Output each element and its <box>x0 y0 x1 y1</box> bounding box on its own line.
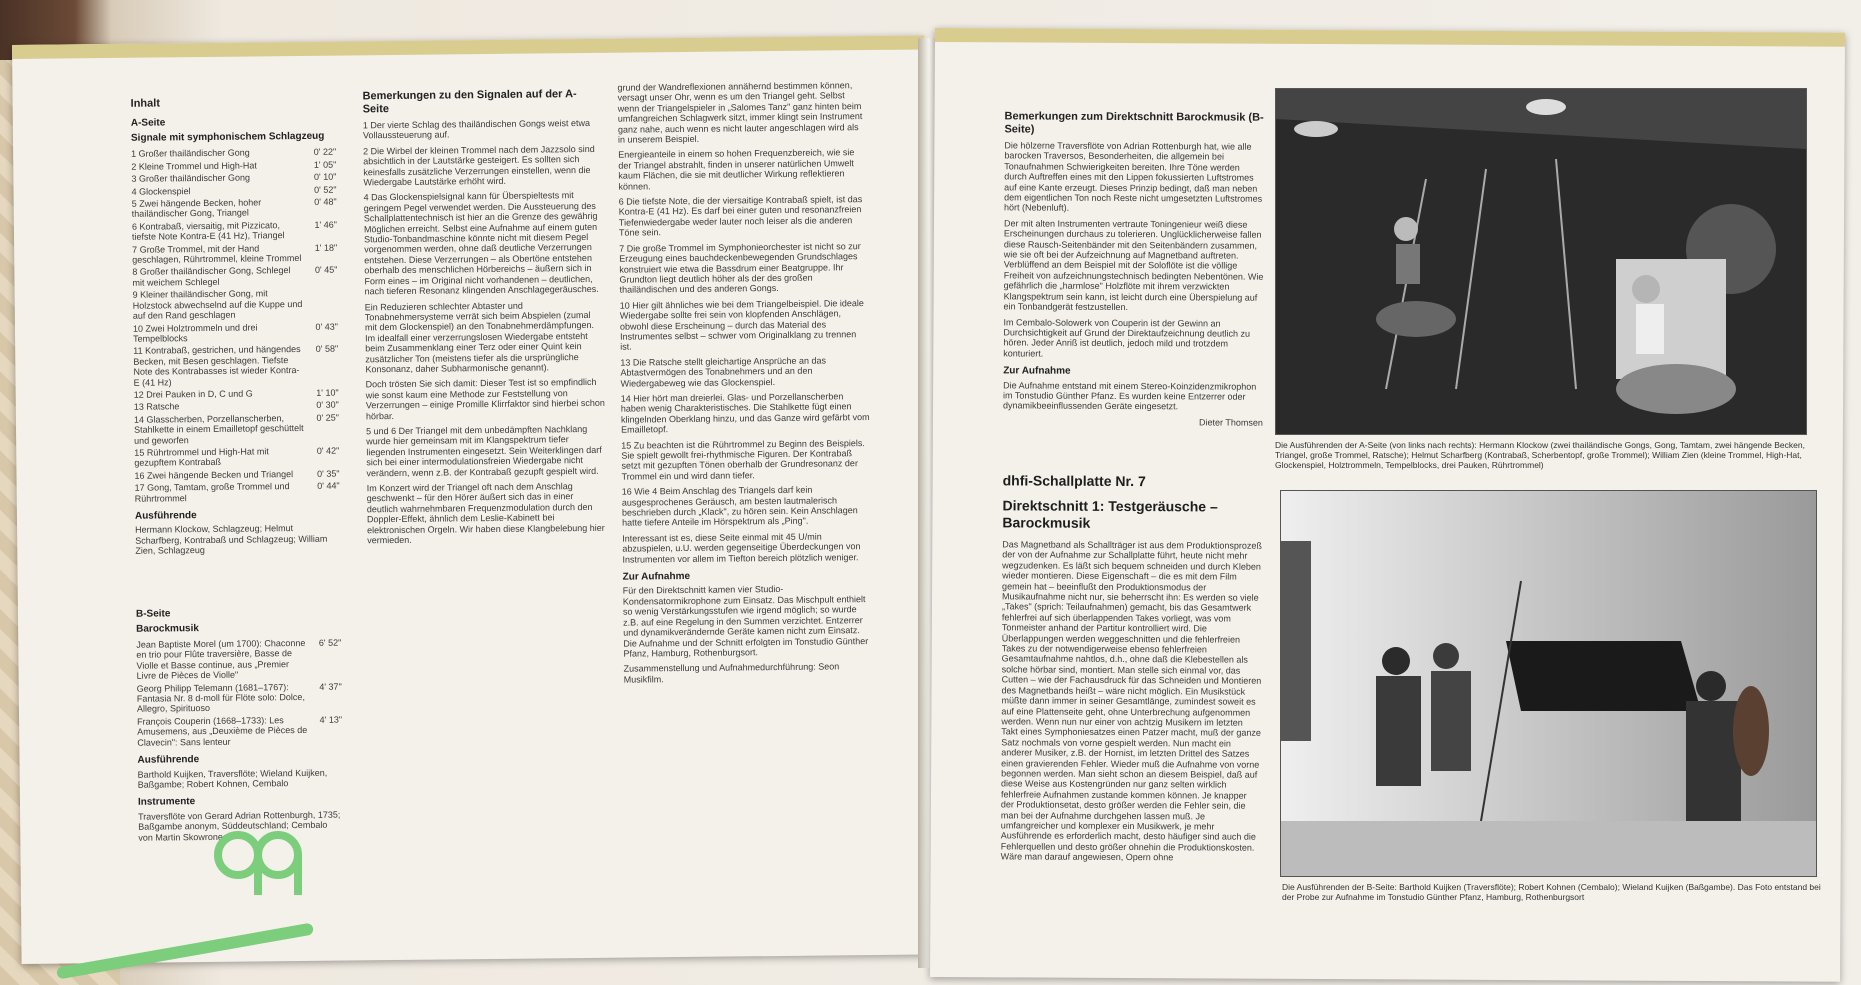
track-row <box>134 446 339 469</box>
paragraph: Der mit alten Instrumenten vertraute Toningenieur weiß diese Erscheinungen durchaus zu tolerieren. Unglücklicherweise fallen diese Rausch-Seitenbänder mit den Seitenbändern zusammen, wie sie oft bei der Aufzeichnung auf Magnetband auftreten. Verblüffend an dem Beispiel mit der Soloflöte ist die völlige Freiheit von aufzeichnungstechnisch bedingten Nebentönen. Wie gefährlich die „harmlose" Holzflöte mit ihrem verzwickten Klangspektrum sein kann, ist leicht durch eine Überspielung auf ein Tonbandgerät festzustellen. <box>1003 218 1264 313</box>
track-title: 11 Kontrabaß, gestrichen, und hängendes Becken, mit Besen geschlagen. Tiefste Note des Kontrabasses ist wieder Kontra-E (41 Hz) <box>133 344 301 388</box>
barock-column <box>1003 110 1265 433</box>
aufnahme-b-text: Die Aufnahme entstand mit einem Stereo-Koinzidenzmikrophon im Tonstudio Günther Pfanz. Es wurden keine Entzerrer oder dynamikbeeinflussenden Geräte eingesetzt. <box>1002 379 1257 412</box>
schallplatte-text: Das Magnetband als Schallträger ist aus dem Produktionsprozeß der von der Aufnahme zur Schallplatte führt, heute nicht mehr wegzudenken. Es läßt sich bequem schneiden und durch Kleben wieder montieren. Diese Eigenschaft – die es mit dem Film gemein hat – beeinflußt den Produktionsmodus der Musikaufnahme nicht nur, sie beherrscht ihn: Es werden so viele „Takes" (sprich: Teilaufnahmen) gemacht, bis das Gesamtwerk fehlerfrei auf sich überlappenden Takes vorliegt, was vom Tonmeister anhand der Partitur kontrolliert wird. Die Überlappungen werden weggeschnitten und die fehlerfreien Takes zu der notwendigerweise ebenso fehlerfreien Gesamtaufnahme nahtlos, d.h., ohne daß die Klebestellen als solche hörbar sind, montiert. Man stelle sich einmal vor, das Cutten – wie der Fachausdruck für das Schneiden und Montieren des Magnetbands heißt – wäre nicht möglich. Ein Musikstück müßte dann immer in seiner Gesamtlänge, zumindest soweit es auf eine Plattenseite geht, ohne Unterbrechung aufgenommen werden. Wenn nun nur einer von achtzig Musikern im letzten Takt eines Symphoniesatzes einen Patzer macht, muß der ganze Satz nochmals von vorne gespielt werden. Nun macht ein anderer Musiker, z.B. der Hornist, im letzten Drittel des Satzes einen gravierenden Fehler. Wieder muß die Aufnahme von vorne begonnen werden. Man sieht schon an diesem Beispiel, daß auf diese Weise aus Kostengründen nur ganz selten wirklich fehlerfreie Aufnahmen zustande kommen können. Je knapper der Produktionsetat, desto größer werden die Fehler sein, die man bei der Aufnahme durchgehen lassen muß. Je umfangreicher und komplexer ein Musikwerk, je mehr Ausführende es erforderlich macht, desto häufiger sind auch die Fehlerquellen und desto größer ohnehin die Produktionskosten. Wäre man darauf angewiesen, Opern ohne <box>1000 539 1262 863</box>
ausfuehrende-a-label: Ausführende <box>134 510 197 522</box>
track-title: 7 Große Trommel, mit der Hand geschlagen, Rührtrommel, kleine Trommel <box>132 243 302 265</box>
photo-a-side-musicians <box>1275 88 1807 435</box>
track-duration: 1' 05" <box>313 159 337 170</box>
track-row <box>133 321 338 344</box>
bemerkungen-column-2 <box>617 80 873 690</box>
aufnahme-a-label: Zur Aufnahme <box>622 570 691 583</box>
track-title: 15 Rührtrommel und High-Hat mit gezupftem Kontrabaß <box>134 446 269 469</box>
paragraph: 7 Die große Trommel im Symphonieorchester ist nicht so zur Erzeugung eines bauchdeckenbewegenden Grundschlages konstruiert wie etwa die Bassdrum einer Beatgruppe. Ihr Grundton liegt deutlich höher als der des großen thailändischen und des anderen Gongs. <box>619 240 861 295</box>
b-track-title: Jean Baptiste Morel (um 1700): Chaconne en trio pour Flûte traversière, Basse de Violle et Basse continue, aus „Premier Livre de Pièces de Violle" <box>136 637 306 681</box>
side-b-title: Barockmusik <box>136 623 199 635</box>
track-duration: 1' 18" <box>314 242 338 253</box>
track-duration: 0' 44" <box>317 480 340 492</box>
track-title: 5 Zwei hängende Becken, hoher thailändischer Gong, Triangel <box>131 197 262 220</box>
b-track-row <box>137 681 342 714</box>
b-track-duration: 4' 13" <box>319 714 343 725</box>
b-track-duration: 4' 37" <box>319 681 342 692</box>
ausfuehrende-a-text: Hermann Klockow, Schlagzeug; Helmut Scharfberg, Kontrabaß und Schlagzeug; William Zien, Schlagzeug <box>135 523 328 556</box>
track-row <box>131 172 336 185</box>
track-duration: 0' 52" <box>314 184 337 195</box>
watermark-swoosh <box>56 923 314 980</box>
paragraph: 5 und 6 Der Triangel mit dem unbedämpften Nachklang wurde hier gemeinsam mit im Klangspektrum tiefer liegenden Instrumenten eingesetzt. Sein Weiterklingen darf sich bei einer intermodulationsfreien Wiedergabe nicht verändern, wenn z.B. der Kontrabaß gezupft gespielt wird. <box>366 423 602 478</box>
track-duration: 0' 22" <box>313 147 337 158</box>
photo-b-side-musicians <box>1280 490 1817 877</box>
track-row <box>134 400 339 413</box>
paragraph: grund der Wandreflexionen annähernd bestimmen können, versagt unser Ohr, wenn es um den Triangel geht. Selbst wenn der Triangelspieler in „Salomes Tanz" ganz hinten beim umfangreichen Schlagwerk sitzt, immer klingt sein Instrument ganz nahe, auch wenn es nicht lauter angeschlagen wird als in unserem Beispiel. <box>617 80 863 145</box>
track-row <box>131 147 336 160</box>
b-track-title: François Couperin (1668–1733): Les Amusemens, aus „Deuxième de Pièces de Clavecin": Sans lenteur <box>137 715 308 748</box>
track-duration: 1' 10" <box>316 387 339 398</box>
track-duration: 0' 43" <box>315 321 339 332</box>
rehearsal-photo-illustration <box>1281 491 1816 876</box>
track-row <box>132 219 337 242</box>
b-track-row <box>137 714 342 747</box>
track-duration: 0' 45" <box>314 265 338 276</box>
paragraph: Energieanteile in einem so hohen Frequenzbereich, wie sie der Triangel abstrahlt, finden in unserer natürlichen Umwelt kaum Flächen, die sie mit deutlicher Wirkung reflektieren können. <box>618 147 855 192</box>
aufnahme-b-label: Zur Aufnahme <box>1003 365 1071 377</box>
track-duration: 0' 10" <box>313 171 337 183</box>
track-row <box>132 242 337 265</box>
track-title: 2 Kleine Trommel und High-Hat <box>131 160 257 172</box>
b-track-duration: 6' 52" <box>318 637 342 648</box>
track-duration: 0' 48" <box>314 196 337 207</box>
track-row <box>133 288 338 321</box>
track-row <box>134 388 339 401</box>
paragraph: Im Konzert wird der Triangel oft nach dem Anschlag geschwenkt – für den Hörer äußert sich das in einer deutlich wahrnehmbaren Frequenzmodulation durch den Doppler-Effekt, ähnlich dem Leslie-Kabinett bei elektronischen Orgeln. Wir haben diese Klangbelebung hier vermieden. <box>366 481 605 546</box>
track-list <box>131 147 340 504</box>
track-title: 16 Zwei hängende Becken und Triangel <box>134 468 294 481</box>
track-row <box>133 344 338 388</box>
credit-text: Zusammenstellung und Aufnahmedurchführung: Seon Musikfilm. <box>623 661 840 685</box>
track-title: 4 Glockenspiel <box>131 185 191 197</box>
paragraph: 4 Das Glockenspielsignal kann für Überspieltests mit geringem Pegel verwendet werden. Die Aussteuerung des Schallplattentechnisch ist hier an die Grenze des gewährig Möglichen erreicht. Selbst eine Aufnahme auf einem guten Studio-Tonbandmaschine könnte nicht mit diesem Pegel vorgenommen werden, ohne daß deutliche Verzerrungen entstehen. Diese Verzerrungen – als Obertöne entstehen oberhalb des menschlichen Hörbereichs – äußern sich in Form eines – im Original nicht vorhandenen – deutlichen, nach tieferen Resonanz klingenden Anschlagegeräusches. <box>363 190 599 297</box>
track-title: 1 Großer thailändischer Gong <box>131 147 250 160</box>
paragraph: Interessant ist es, diese Seite einmal mit 45 U/min abzuspielen, u.U. werden gegenseitige Überdeckungen von Instrumenten vor allem im Tiefton bereich plötzlich weniger. <box>622 531 861 565</box>
barock-paragraphs <box>1003 140 1264 359</box>
track-row <box>134 468 339 481</box>
paragraph: 13 Die Ratsche stellt gleichartige Ansprüche an das Abtastvermögen des Tonabnehmers und an den Wiedergabeweg wie das Glockenspiel. <box>620 355 827 389</box>
track-duration: 0' 35" <box>317 468 340 479</box>
paragraph: 14 Hier hört man dreierlei. Glas- und Porzellanscherben haben wenig Charakteristisches. Die Stahlkette fügt einen klingelnden Oberklang hinzu, und das Ganze wird gefärbt vom Emailletopf. <box>620 391 870 435</box>
photo-a-caption: Die Ausführenden der A-Seite (von links nach rechts): Hermann Klockow (zwei thailändische Gongs, Gong, Tamtam, zwei hängende Becken, Triangel, große Trommel, Ratsche); Helmut Scharfberg (Kontrabaß, Scherbentopf, große Trommel); William Zien (kleine Trommel, High-Hat, Glockenspiel, Holztrommeln, Tempelblocks, drei Pauken, Rührtrommel) <box>1275 440 1805 470</box>
paragraph: Doch trösten Sie sich damit: Dieser Test ist so empfindlich wie sonst kaum eine Methode zur Feststellung von Verzerrungen – einige Promille Klirrfaktor sind hierbei schon hörbar. <box>365 377 605 421</box>
inhalt-column <box>131 96 344 848</box>
paragraph: Ein Reduzieren schlechter Abtaster und Tonabnehmersysteme verrät sich beim Abspielen (zumal mit dem Glockenspiel) an den Tonabnehmerdämpfungen. Im idealfall einer verzerrungslosen Wiedergabe entsteht beim Zusammenklang einer Terz oder einer Quint kein zusätzlicher Ton (meistens tiefer als die ursprüngliche Konsonanz, daher Subharmonische genannt). <box>364 300 595 375</box>
signature: Dieter Thomsen <box>1199 417 1263 428</box>
muzilla-watermark-logo <box>45 815 345 980</box>
studio-photo-illustration <box>1276 89 1806 434</box>
track-row <box>131 159 336 172</box>
ausfuehrende-b-label: Ausführende <box>137 754 200 766</box>
bemerkungen-column-1 <box>362 88 607 551</box>
track-duration <box>310 288 338 320</box>
track-row <box>132 197 337 220</box>
b-track-list <box>136 638 342 748</box>
paragraph: 10 Hier gilt ähnliches wie bei dem Triangelbeispiel. Die ideale Wiedergabe sollte frei sein von klopfenden Anschlägen, obwohl diese Erscheinung – durch das Material des Instrumentes selbst – schwer vom Originalklang zu trennen ist. <box>619 297 864 352</box>
paragraph: Im Cembalo-Solowerk von Couperin ist der Gewinn an Durchsichtigkeit auf Grund der Direktaufzeichnung deutlich zu hören. Jeder Anriß ist deutlich, jedoch mild und trotzdem konturiert. <box>1003 316 1251 359</box>
track-title: 14 Glasscherben, Porzellanscherben, Stahlkette in einem Emailletopf geschüttelt und geworfen <box>133 412 304 446</box>
bemerkungen-title: Bemerkungen zu den Signalen auf der A-Seite <box>362 88 577 116</box>
paragraph: 2 Die Wirbel der kleinen Trommel nach dem Jazzsolo sind absichtlich in der Lautstärke gesteigert. Es sollten sich keinesfalls zusätzliche Verzerrungen einstellen, wenn die Wiedergabe Lautstärke erhöht wird. <box>363 143 595 188</box>
schallplatte-subtitle: Direktschnitt 1: Testgeräusche – Barockmusik <box>1002 497 1218 531</box>
track-title: 13 Ratsche <box>133 401 180 413</box>
schallplatte-title: dhfi-Schallplatte Nr. 7 <box>1002 472 1146 490</box>
track-duration: 0' 42" <box>316 445 340 456</box>
bemerkungen-paragraphs-2 <box>617 80 872 565</box>
side-b-label: B-Seite <box>135 607 171 620</box>
track-title: 3 Großer thailändischer Gong <box>131 172 251 184</box>
barock-title: Bemerkungen zum Direktschnitt Barockmusik (B-Seite) <box>1004 110 1264 136</box>
side-a-title: Signale mit symphonischem Schlagzeug <box>130 131 325 145</box>
track-row <box>131 184 336 197</box>
track-title: 9 Kleiner thailändischer Gong, mit Holzstock abwechselnd auf die Kuppe und auf den Rand geschlagen <box>132 288 303 321</box>
paragraph: 6 Die tiefste Note, die der viersaitige Kontrabaß spielt, ist das Kontra-E (41 Hz). Es darf bei einer guten und resonanzfreien Tiefenwiedergabe weder lauter noch leiser als die anderen Töne sein. <box>618 194 863 238</box>
track-row <box>134 412 339 445</box>
paragraph: 1 Der vierte Schlag des thailändischen Gongs weist etwa Vollaussteuerung auf. <box>362 117 591 141</box>
side-a-label: A-Seite <box>130 117 166 129</box>
track-duration: 0' 25" <box>316 412 339 423</box>
bemerkungen-paragraphs-1 <box>363 118 607 546</box>
track-title: 17 Gong, Tamtam, große Trommel und Rührtrommel <box>134 481 290 504</box>
instrumente-label: Instrumente <box>137 796 196 809</box>
b-track-title: Georg Philipp Telemann (1681–1767): Fantasia Nr. 8 d-moll für Flöte solo: Dolce, Allegro, Spirituoso <box>136 681 305 715</box>
ausfuehrende-b-text: Barthold Kuijken, Traversflöte; Wieland Kuijken, Baßgambe; Robert Kohnen, Cembalo <box>137 767 328 790</box>
paragraph: Die hölzerne Traversflöte von Adrian Rottenburgh hat, wie alle barocken Traversos, Besonderheiten, die allgemein bei Tonaufnahmen Schwierigkeiten bereiten. Ihre Töne werden durch Auftreffen eines mit den Lippen fokussierten Luftstromes auf eine Kante erzeugt. Dieses Prinzip bedingt, daß man neben dem eigentlichen Ton noch Reste nicht umgesetzten Luftstromes hört (Nebenluft). <box>1004 140 1263 214</box>
track-title: 12 Drei Pauken in D, C und G <box>133 388 253 400</box>
track-title: 10 Zwei Holztrommeln und drei Tempelblocks <box>132 321 258 344</box>
track-duration: 0' 58" <box>315 343 339 355</box>
photo-b-caption: Die Ausführenden der B-Seite: Barthold Kuijken (Traversflöte); Robert Kohnen (Cembalo); Wieland Kuijken (Baßgambe). Das Foto entstand bei der Probe zur Aufnahme im Tonstudio Günther Pfanz, Hamburg, Rothenburgsort <box>1282 882 1821 902</box>
track-row <box>132 265 337 288</box>
schallplatte-column <box>1001 472 1263 868</box>
inhalt-title: Inhalt <box>130 97 161 110</box>
track-row <box>135 481 340 504</box>
track-title: 6 Kontrabaß, viersaitig, mit Pizzicato, tiefste Note Kontra-E (41 Hz), Triangel <box>131 220 285 243</box>
instrumente-text: Traversflöte von Gerard Adrian Rottenburgh, 1735; Baßgambe anonym, Süddeutschland; Cembalo von Martin Skowroneck <box>138 809 341 843</box>
b-track-row <box>136 638 341 682</box>
aufnahme-a-text: Für den Direktschnitt kamen vier Studio-Kondensatormikrophone zum Einsatz. Das Mischpult enthielt so wenig Verstärkungsstufen wie irgend möglich; so wurde z.B. auf eine Regelung in den Summen verzichtet. Entzerrer und dynamikverändernde Geräte kamen nicht zum Einsatz. Die Aufnahme und der Schnitt erfolgten im Tonstudio Günther Pfanz, Hamburg, Rothenburgsort. <box>622 584 869 659</box>
music-notes-icon <box>210 825 310 895</box>
track-duration: 1' 46" <box>314 219 337 230</box>
paragraph: 15 Zu beachten ist die Rührtrommel zu Beginn des Beispiels. Sie spielt gewollt frei-rhythmische Figuren. Der Kontrabaß setzt mit gezupften Tönen oberhalb der Grundresonanz der Trommel ein und wird dann tiefer. <box>621 437 865 482</box>
paragraph: 16 Wie 4 Beim Anschlag des Triangels darf kein ausgesprochenes Geräusch, am besten lautmalerisch beschrieben durch „Klack", zu hören sein. Kein Anschlagen hatte tiefere Anteile im Hörspektrum als „Ping". <box>621 484 858 529</box>
track-duration: 0' 30" <box>316 399 339 411</box>
track-title: 8 Großer thailändischer Gong, Schlegel mit weichem Schlegel <box>132 265 291 288</box>
